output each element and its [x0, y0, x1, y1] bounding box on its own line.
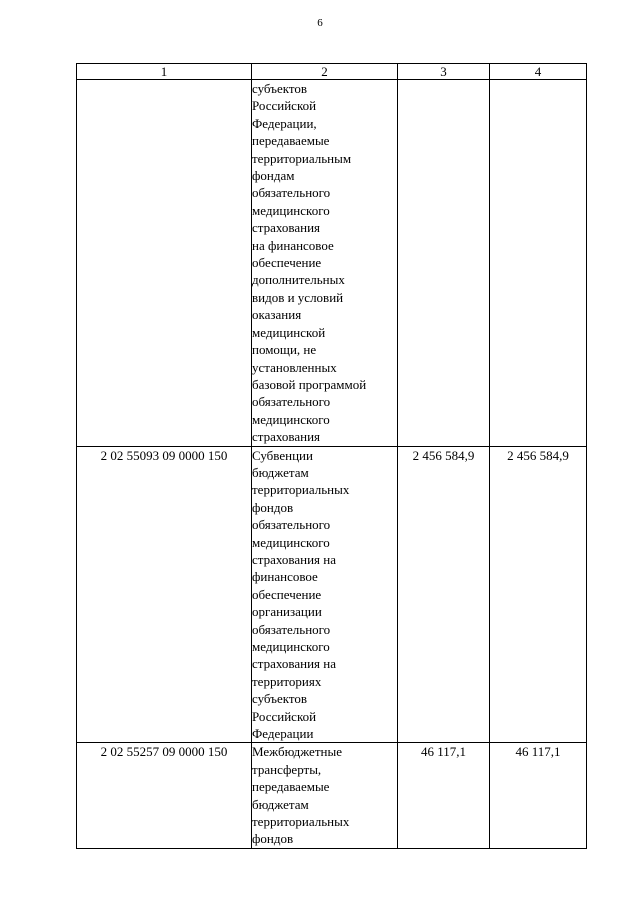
item-name-line: дополнительных: [252, 272, 345, 288]
amount-column-4-cell: 46 117,1: [490, 743, 587, 848]
budget-code-cell: 2 02 55257 09 0000 150: [77, 743, 252, 848]
item-name-line: Российской: [252, 708, 317, 724]
item-name-line: фондов: [252, 499, 294, 515]
item-name-line: страхования на: [252, 656, 336, 672]
item-name-line: фондам: [252, 168, 295, 184]
item-name-line: медицинской: [252, 324, 326, 340]
table-body: [77, 80, 587, 849]
item-name-cell: [252, 446, 398, 743]
item-name-line: обязательного: [252, 185, 331, 201]
item-name-line: территориальным: [252, 150, 352, 166]
item-name-cell: [252, 80, 398, 447]
item-name-line: передаваемые: [252, 779, 330, 795]
table-header-row: [77, 64, 587, 80]
item-name-line: базовой программой: [252, 376, 367, 392]
item-name-line: страхования: [252, 429, 321, 445]
item-name-line: обеспечение: [252, 586, 322, 602]
item-name-line: субъектов: [252, 691, 308, 707]
item-name-line: оказания: [252, 307, 302, 323]
budget-code-cell: [77, 80, 252, 447]
item-name-line: организации: [252, 604, 322, 620]
item-name-line: страхования: [252, 220, 321, 236]
item-name-line: Федерации: [252, 726, 314, 742]
column-header-2: 2: [252, 64, 398, 80]
item-name-line: территориальных: [252, 482, 350, 498]
item-name-line: на финансовое: [252, 237, 334, 253]
column-header-4: 4: [490, 64, 587, 80]
item-name-line: страхования на: [252, 551, 336, 567]
item-name-line: обязательного: [252, 621, 331, 637]
item-name-line: помощи, не: [252, 342, 317, 358]
item-name-line: обязательного: [252, 517, 331, 533]
column-header-3: 3: [398, 64, 490, 80]
item-name-line: субъектов: [252, 81, 308, 96]
table-row: [77, 80, 587, 447]
item-name-line: медицинского: [252, 534, 330, 550]
item-name-line: передаваемые: [252, 133, 330, 149]
table-row: [77, 446, 587, 743]
item-name-line: бюджетам: [252, 464, 309, 480]
amount-column-3-cell: [398, 80, 490, 447]
item-name-line: видов и условий: [252, 289, 344, 305]
item-name-line: бюджетам: [252, 796, 309, 812]
budget-code-cell: 2 02 55093 09 0000 150: [77, 446, 252, 743]
table-row: [77, 743, 587, 848]
budget-table: [76, 63, 587, 849]
item-name-line: Федерации,: [252, 115, 317, 131]
item-name-line: Субвенции: [252, 447, 313, 463]
amount-column-4-cell: [490, 80, 587, 447]
item-name-line: трансферты,: [252, 761, 322, 777]
item-name-line: финансовое: [252, 569, 318, 585]
amount-column-4-cell: 2 456 584,9: [490, 446, 587, 743]
item-name-line: территориальных: [252, 814, 350, 830]
column-header-1: 1: [77, 64, 252, 80]
item-name-line: медицинского: [252, 639, 330, 654]
item-name-line: Российской: [252, 98, 317, 114]
item-name-line: медицинского: [252, 411, 330, 427]
item-name-cell: [252, 743, 398, 848]
item-name-line: установленных: [252, 359, 337, 375]
item-name-line: обеспечение: [252, 255, 322, 271]
amount-column-3-cell: 46 117,1: [398, 743, 490, 848]
item-name-line: Межбюджетные: [252, 744, 342, 760]
item-name-line: фондов: [252, 831, 294, 847]
item-name-line: территориях: [252, 673, 322, 689]
amount-column-3-cell: 2 456 584,9: [398, 446, 490, 743]
page-number: 6: [317, 17, 323, 29]
item-name-line: обязательного: [252, 394, 331, 410]
item-name-line: медицинского: [252, 202, 330, 218]
